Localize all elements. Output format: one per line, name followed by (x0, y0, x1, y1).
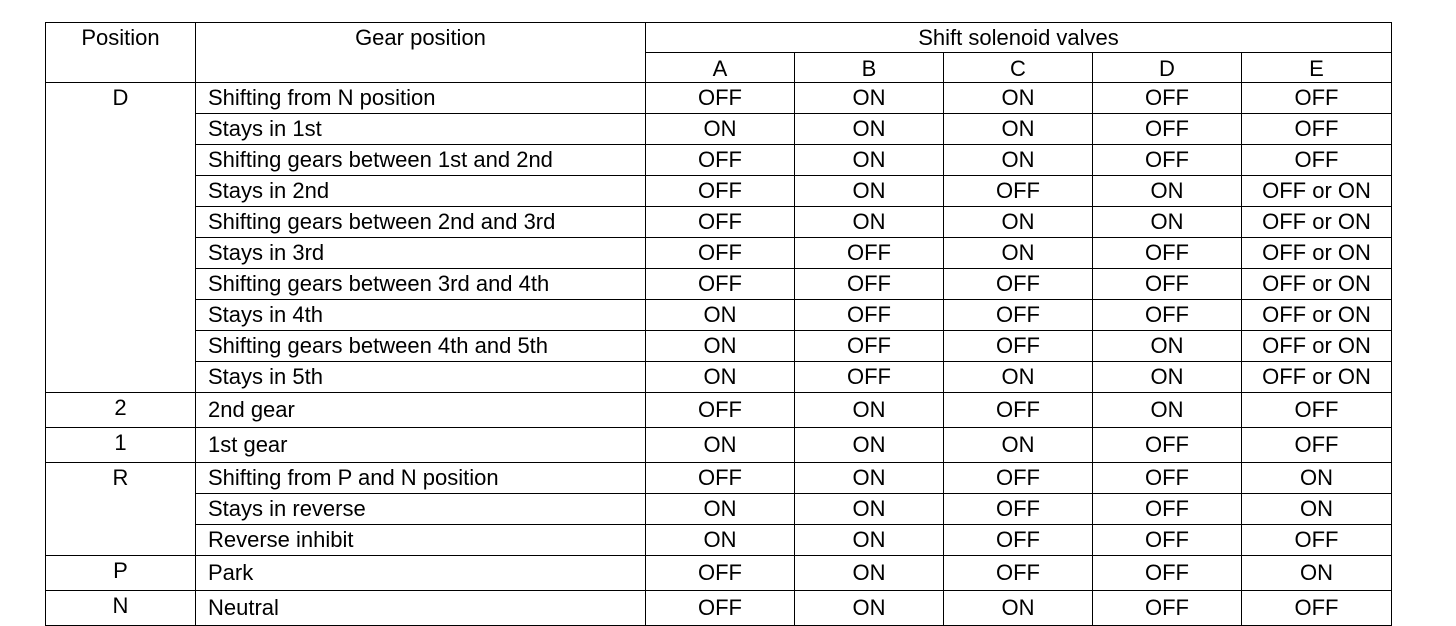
gear-position-cell: Shifting gears between 1st and 2nd (196, 145, 646, 176)
valve-a-state: ON (646, 525, 795, 556)
valve-d-state: OFF (1093, 269, 1242, 300)
header-valve-a: A (646, 53, 795, 83)
valve-c-state: OFF (944, 269, 1093, 300)
valve-c-state: OFF (944, 463, 1093, 494)
header-valve-e: E (1242, 53, 1392, 83)
table-row (46, 591, 1392, 626)
valve-a-state: OFF (646, 83, 795, 114)
gear-position-cell: Shifting from N position (196, 83, 646, 114)
valve-c-state: ON (944, 362, 1093, 393)
position-cell: R (46, 463, 196, 556)
gear-position-cell: Stays in 2nd (196, 176, 646, 207)
header-valve-c: C (944, 53, 1093, 83)
table-row (46, 494, 1392, 525)
valve-c-state: OFF (944, 300, 1093, 331)
table-row (46, 556, 1392, 591)
valve-a-state: ON (646, 428, 795, 463)
table-row (46, 463, 1392, 494)
valve-d-state: OFF (1093, 114, 1242, 145)
header-valve-b: B (795, 53, 944, 83)
valve-d-state: OFF (1093, 428, 1242, 463)
valve-a-state: OFF (646, 238, 795, 269)
gear-position-cell: Neutral (196, 591, 646, 626)
valve-e-state: OFF or ON (1242, 207, 1392, 238)
valve-e-state: OFF (1242, 114, 1392, 145)
table-row (46, 145, 1392, 176)
valve-d-state: ON (1093, 207, 1242, 238)
valve-b-state: ON (795, 207, 944, 238)
valve-e-state: OFF or ON (1242, 176, 1392, 207)
valve-a-state: OFF (646, 556, 795, 591)
valve-d-state: OFF (1093, 300, 1242, 331)
valve-e-state: ON (1242, 556, 1392, 591)
valve-b-state: ON (795, 591, 944, 626)
valve-a-state: ON (646, 362, 795, 393)
valve-e-state: OFF or ON (1242, 269, 1392, 300)
valve-c-state: OFF (944, 393, 1093, 428)
table-row (46, 176, 1392, 207)
valve-e-state: OFF or ON (1242, 300, 1392, 331)
valve-d-state: ON (1093, 393, 1242, 428)
table-row (46, 362, 1392, 393)
valve-e-state: OFF (1242, 83, 1392, 114)
valve-d-state: OFF (1093, 556, 1242, 591)
header-position: Position (46, 23, 196, 83)
valve-c-state: OFF (944, 176, 1093, 207)
valve-b-state: OFF (795, 269, 944, 300)
valve-e-state: ON (1242, 494, 1392, 525)
valve-d-state: ON (1093, 331, 1242, 362)
table-row (46, 331, 1392, 362)
valve-c-state: OFF (944, 494, 1093, 525)
valve-b-state: ON (795, 176, 944, 207)
gear-position-cell: Stays in 1st (196, 114, 646, 145)
gear-position-cell: Stays in 3rd (196, 238, 646, 269)
valve-a-state: OFF (646, 145, 795, 176)
valve-c-state: ON (944, 207, 1093, 238)
gear-position-cell: Stays in 4th (196, 300, 646, 331)
gear-position-cell: Stays in 5th (196, 362, 646, 393)
table-row (46, 238, 1392, 269)
valve-c-state: ON (944, 114, 1093, 145)
table-row (46, 207, 1392, 238)
valve-e-state: OFF or ON (1242, 331, 1392, 362)
valve-a-state: ON (646, 300, 795, 331)
valve-b-state: OFF (795, 238, 944, 269)
position-cell: 1 (46, 428, 196, 463)
valve-a-state: OFF (646, 591, 795, 626)
valve-b-state: ON (795, 145, 944, 176)
gear-position-cell: Shifting gears between 2nd and 3rd (196, 207, 646, 238)
valve-c-state: OFF (944, 525, 1093, 556)
valve-b-state: OFF (795, 331, 944, 362)
valve-b-state: ON (795, 114, 944, 145)
valve-b-state: ON (795, 83, 944, 114)
valve-a-state: OFF (646, 176, 795, 207)
valve-d-state: OFF (1093, 591, 1242, 626)
gear-position-cell: Park (196, 556, 646, 591)
valve-b-state: ON (795, 525, 944, 556)
table-row (46, 114, 1392, 145)
valve-d-state: OFF (1093, 238, 1242, 269)
table-row (46, 428, 1392, 463)
valve-c-state: OFF (944, 331, 1093, 362)
valve-e-state: OFF (1242, 428, 1392, 463)
valve-e-state: OFF (1242, 393, 1392, 428)
valve-d-state: OFF (1093, 494, 1242, 525)
valve-c-state: ON (944, 591, 1093, 626)
valve-c-state: ON (944, 428, 1093, 463)
valve-e-state: OFF (1242, 591, 1392, 626)
valve-e-state: OFF (1242, 145, 1392, 176)
valve-c-state: ON (944, 145, 1093, 176)
gear-position-cell: Shifting gears between 3rd and 4th (196, 269, 646, 300)
valve-d-state: OFF (1093, 145, 1242, 176)
valve-d-state: ON (1093, 176, 1242, 207)
valve-d-state: OFF (1093, 83, 1242, 114)
valve-b-state: ON (795, 393, 944, 428)
valve-d-state: OFF (1093, 463, 1242, 494)
valve-e-state: OFF or ON (1242, 362, 1392, 393)
header-gear-position: Gear position (196, 23, 646, 83)
valve-b-state: ON (795, 494, 944, 525)
valve-b-state: ON (795, 428, 944, 463)
table-body (46, 83, 1392, 626)
position-cell: N (46, 591, 196, 626)
table-row (46, 300, 1392, 331)
solenoid-valve-table (45, 22, 1392, 626)
valve-e-state: OFF or ON (1242, 238, 1392, 269)
valve-d-state: OFF (1093, 525, 1242, 556)
position-cell: 2 (46, 393, 196, 428)
valve-a-state: ON (646, 494, 795, 525)
header-valve-d: D (1093, 53, 1242, 83)
valve-b-state: OFF (795, 362, 944, 393)
header-shift-solenoid-valves: Shift solenoid valves (646, 23, 1392, 53)
position-cell: P (46, 556, 196, 591)
gear-position-cell: 1st gear (196, 428, 646, 463)
valve-e-state: OFF (1242, 525, 1392, 556)
valve-a-state: ON (646, 114, 795, 145)
table-row (46, 393, 1392, 428)
gear-position-cell: Reverse inhibit (196, 525, 646, 556)
valve-b-state: ON (795, 463, 944, 494)
valve-e-state: ON (1242, 463, 1392, 494)
table-row (46, 269, 1392, 300)
valve-a-state: ON (646, 331, 795, 362)
valve-c-state: OFF (944, 556, 1093, 591)
gear-position-cell: Shifting gears between 4th and 5th (196, 331, 646, 362)
valve-a-state: OFF (646, 393, 795, 428)
table-row (46, 83, 1392, 114)
gear-position-cell: Shifting from P and N position (196, 463, 646, 494)
valve-d-state: ON (1093, 362, 1242, 393)
valve-b-state: OFF (795, 300, 944, 331)
valve-a-state: OFF (646, 269, 795, 300)
valve-a-state: OFF (646, 463, 795, 494)
valve-c-state: ON (944, 238, 1093, 269)
gear-position-cell: 2nd gear (196, 393, 646, 428)
valve-b-state: ON (795, 556, 944, 591)
position-cell: D (46, 83, 196, 393)
table-row (46, 525, 1392, 556)
valve-a-state: OFF (646, 207, 795, 238)
valve-c-state: ON (944, 83, 1093, 114)
gear-position-cell: Stays in reverse (196, 494, 646, 525)
